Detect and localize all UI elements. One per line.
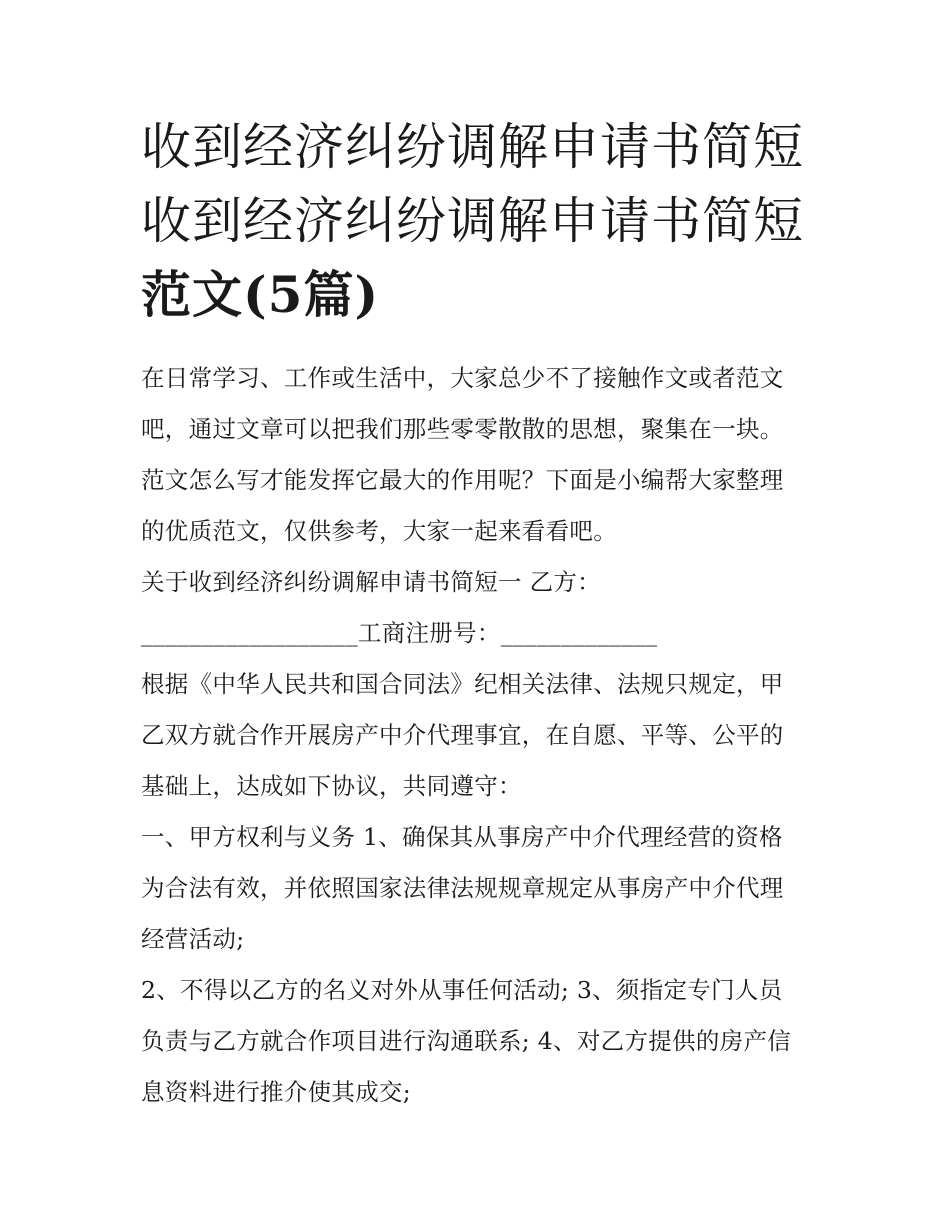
- body-line: 范文怎么写才能发挥它最大的作用呢？下面是小编帮大家整理: [141, 466, 784, 494]
- document-page: [141, 110, 821, 1118]
- body-line: 经营活动;: [141, 925, 245, 953]
- body-line: __________________工商注册号：_____________: [141, 619, 658, 647]
- body-line: 负责与乙方就合作项目进行沟通联系; 4、对乙方提供的房产信: [141, 1027, 792, 1055]
- body-line: 根据《中华人民共和国合同法》纪相关法律、法规只规定，甲: [141, 670, 784, 698]
- title-line-1: 收到经济纠纷调解申请书简短: [141, 118, 804, 176]
- title-line-2: 收到经济纠纷调解申请书简短: [141, 192, 804, 250]
- title-line-3: [141, 258, 821, 332]
- body-line: 乙双方就合作开展房产中介代理事宜，在自愿、平等、公平的: [141, 721, 784, 749]
- body-line: 关于收到经济纠纷调解申请书简短一 乙方：: [141, 568, 601, 596]
- title-line-3-text: 范文(5篇): [141, 265, 380, 324]
- document-title: [141, 110, 821, 332]
- body-line: 一、甲方权利与义务 1、确保其从事房产中介代理经营的资格: [141, 823, 783, 851]
- body-line: 2、不得以乙方的名义对外从事任何活动; 3、须指定专门人员: [141, 976, 783, 1004]
- body-line: 在日常学习、工作或生活中，大家总少不了接触作文或者范文: [141, 364, 784, 392]
- body-line: 息资料进行推介使其成交;: [141, 1078, 412, 1106]
- body-line: 为合法有效，并依照国家法律法规规章规定从事房产中介代理: [141, 874, 784, 902]
- document-body: [141, 353, 821, 1118]
- body-line: 吧，通过文章可以把我们那些零零散散的思想，聚集在一块。: [141, 415, 784, 443]
- body-line: 的优质范文，仅供参考，大家一起来看看吧。: [141, 517, 617, 545]
- body-line: 基础上，达成如下协议，共同遵守：: [141, 772, 522, 800]
